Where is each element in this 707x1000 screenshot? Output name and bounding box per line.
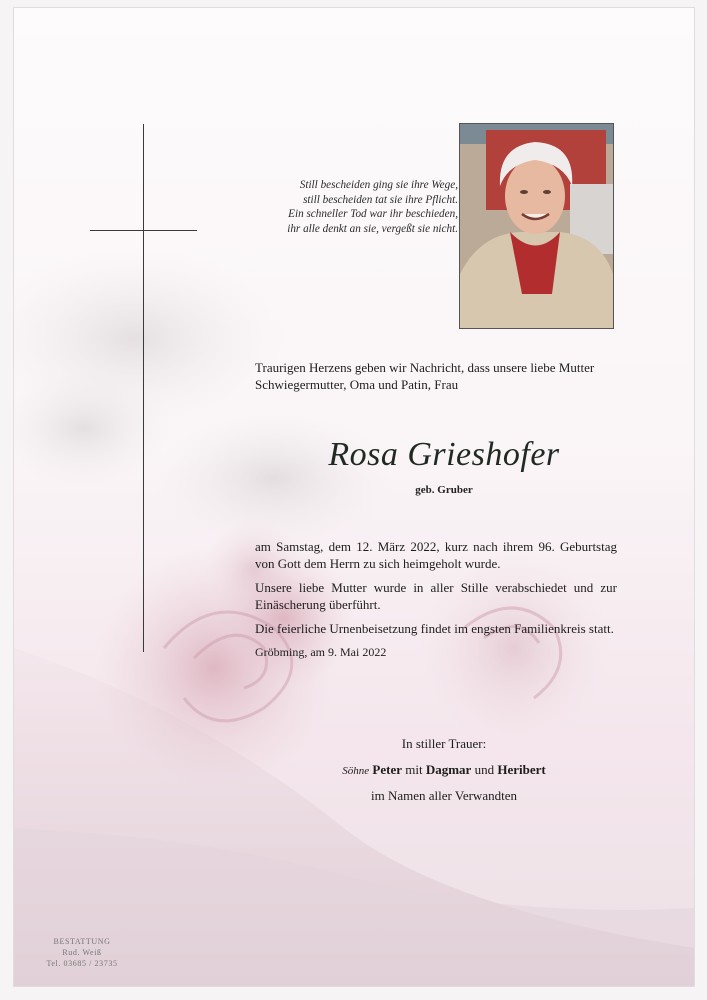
- sons-label: Söhne: [342, 765, 370, 777]
- son-name: Heribert: [497, 762, 546, 777]
- son-name: Peter: [372, 762, 402, 777]
- cross-vertical-bar: [143, 124, 144, 652]
- connector-text: mit: [405, 762, 423, 777]
- mourners-title: In stiller Trauer:: [401, 736, 487, 751]
- poem-line: Ein schneller Tod war ihr beschieden,: [288, 208, 458, 221]
- partner-name: Dagmar: [425, 762, 472, 777]
- connector-text: und: [474, 762, 495, 777]
- relatives-line: im Namen aller Verwandten: [371, 788, 517, 803]
- portrait-illustration: [460, 124, 613, 328]
- announcement-body: [255, 538, 617, 661]
- intro-text: Traurigen Herzens geben wir Nachricht, dass unsere liebe Mutter Schwiegermutter, Oma und Patin, Frau: [255, 360, 595, 392]
- maiden-name: geb. Gruber: [415, 484, 473, 496]
- announcement-paragraph: Unsere liebe Mutter wurde in aller Stille verabschiedet und zur Einäscherung überführt.: [255, 580, 617, 612]
- announcement-paragraph: Die feierliche Urnenbeisetzung findet im engsten Familienkreis statt.: [255, 621, 614, 636]
- announcement-paragraph: am Samstag, dem 12. März 2022, kurz nach ihrem 96. Geburtstag von Gott dem Herrn zu sich heimgeholt wurde.: [255, 539, 617, 571]
- poem-line: still bescheiden tat sie ihre Pflicht.: [303, 193, 458, 206]
- poem-line: Still bescheiden ging sie ihre Wege,: [299, 179, 458, 191]
- deceased-name: Rosa Grieshofer: [328, 436, 560, 473]
- poem-line: ihr alle denkt an sie, vergeßt sie nicht.: [287, 222, 458, 235]
- undertaker-line: BESTATTUNG: [53, 937, 111, 946]
- obituary-sheet: [14, 8, 694, 986]
- portrait-photo: [459, 123, 614, 329]
- memorial-poem: [240, 178, 458, 236]
- undertaker-line: Tel. 03685 / 23735: [46, 959, 118, 968]
- place-date: Gröbming, am 9. Mai 2022: [255, 645, 387, 659]
- undertaker-stamp: [32, 936, 132, 969]
- undertaker-line: Rud. Weiß: [62, 948, 102, 957]
- cross-horizontal-bar: [90, 230, 197, 231]
- mourners-names: [264, 762, 624, 778]
- mourners-block: [264, 736, 624, 804]
